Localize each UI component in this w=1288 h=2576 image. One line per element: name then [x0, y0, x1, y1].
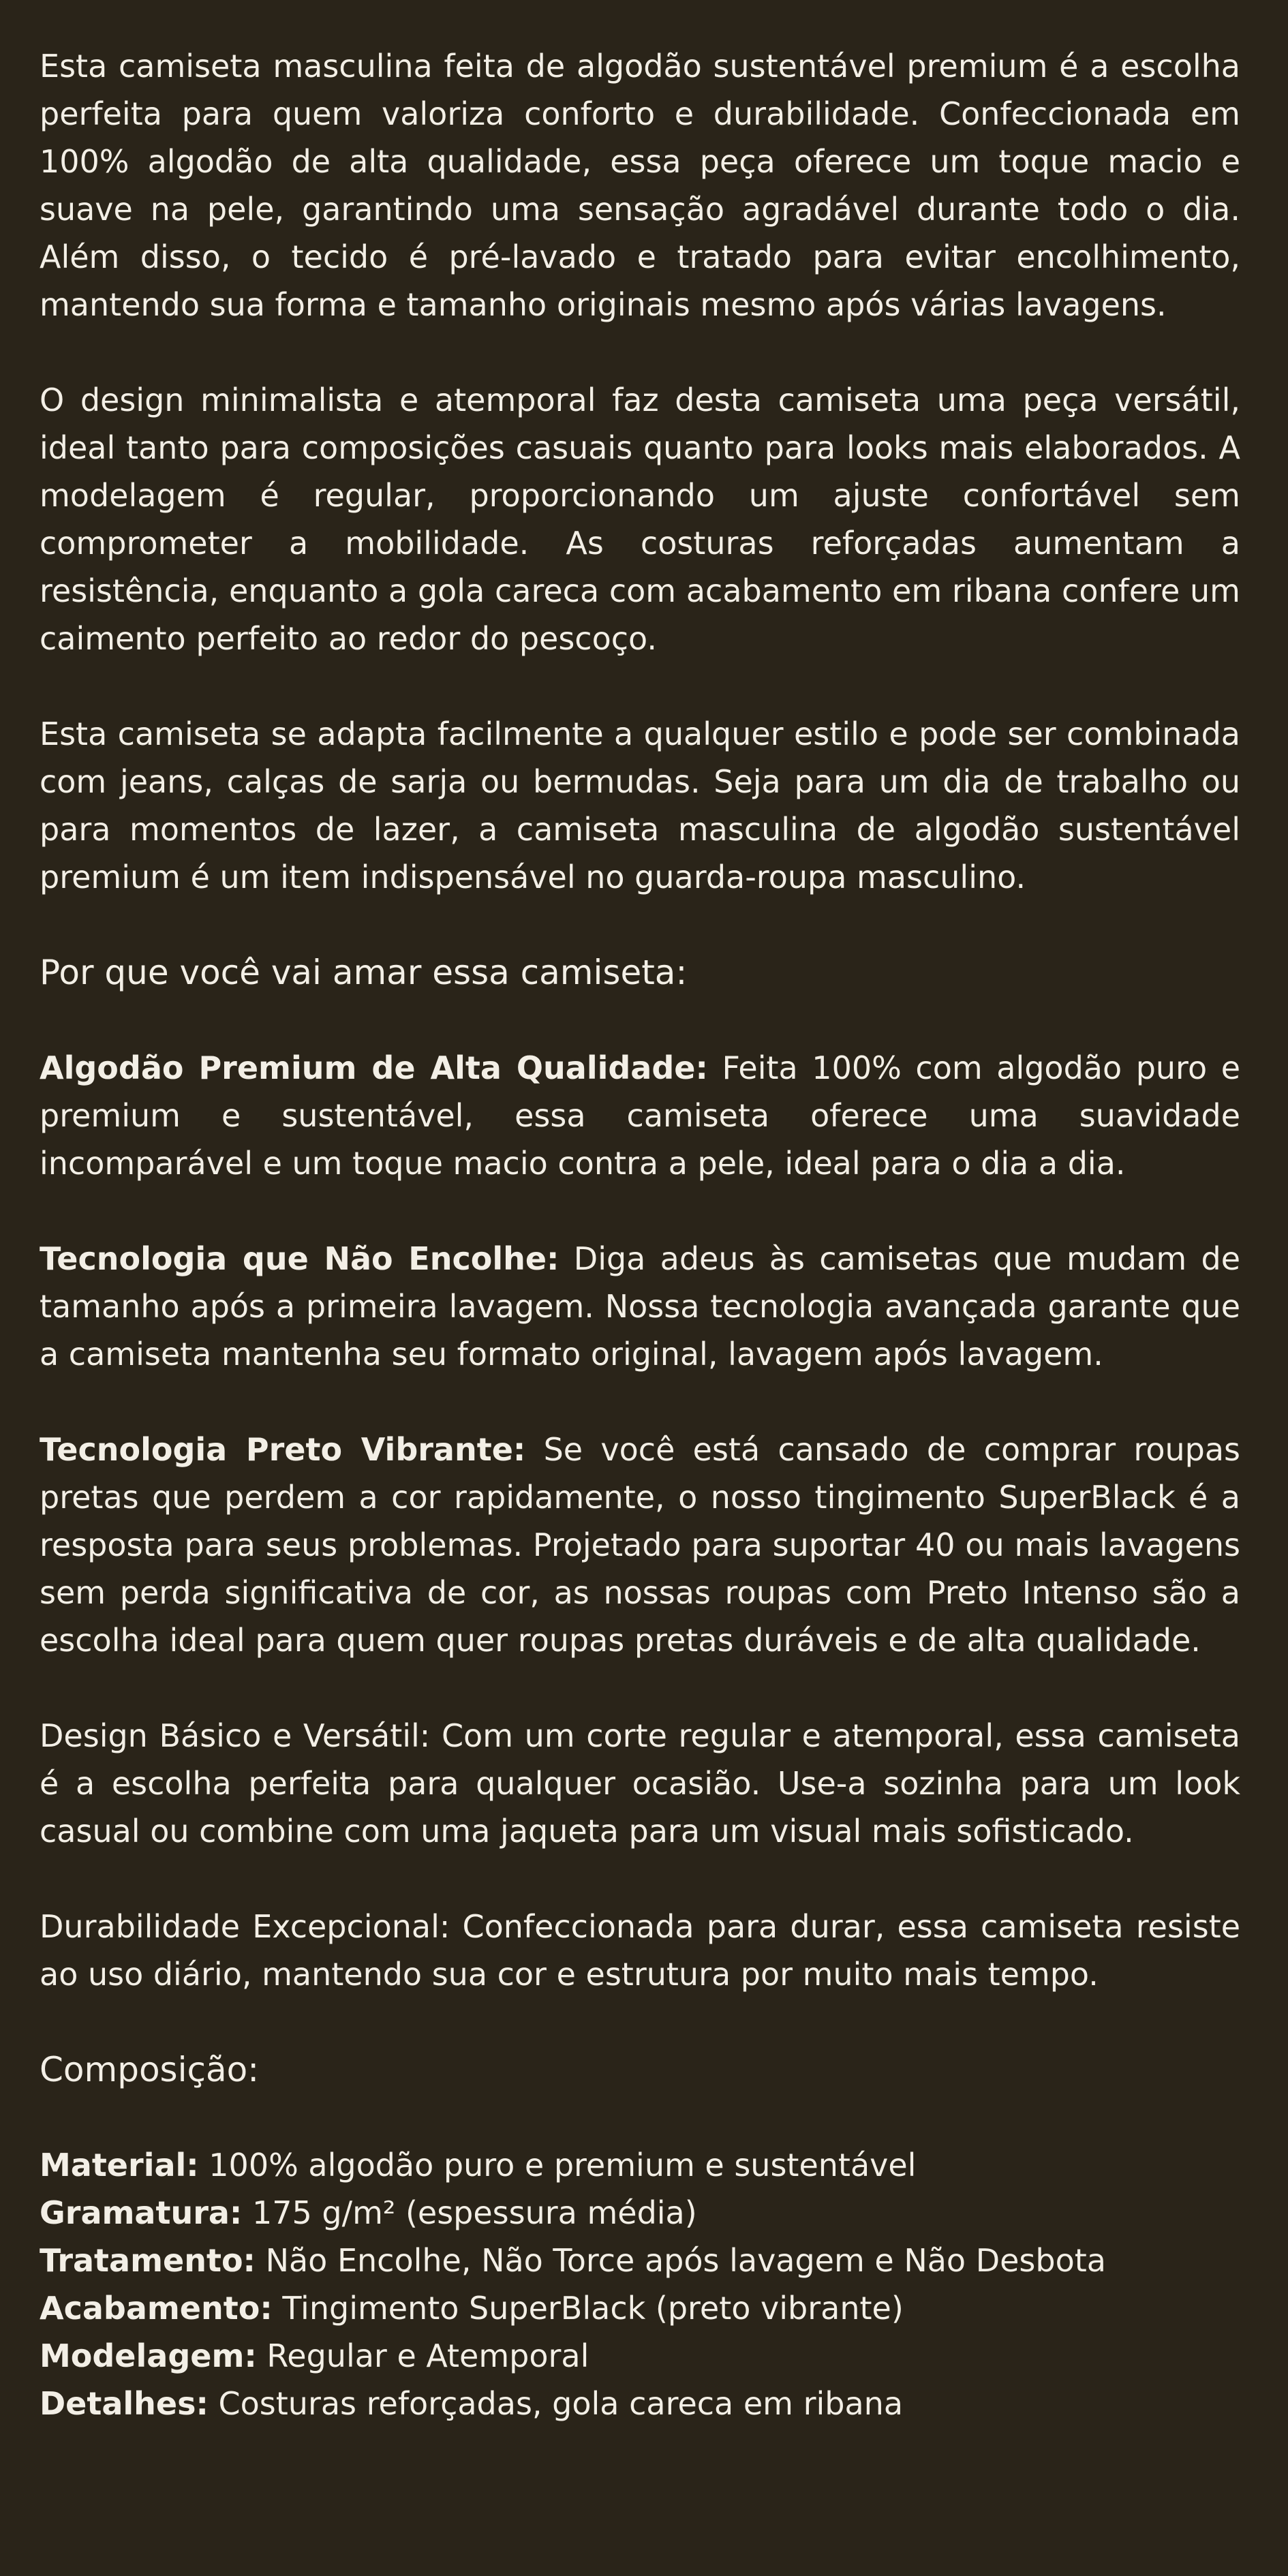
feature-label: Algodão Premium de Alta Qualidade: [40, 1049, 708, 1086]
spec-value: 175 g/m² (espessura média) [242, 2194, 697, 2231]
spec-label: Modelagem: [40, 2337, 257, 2374]
spec-line-detalhes [40, 2380, 1240, 2427]
spec-label: Detalhes: [40, 2385, 209, 2422]
spec-value: 100% algodão puro e premium e sustentável [198, 2147, 917, 2183]
spec-value: Regular e Atemporal [256, 2337, 589, 2374]
spec-label: Acabamento: [40, 2290, 273, 2327]
spec-line-material [40, 2141, 1240, 2189]
spec-value: Costuras reforçadas, gola careca em ribana [208, 2385, 904, 2422]
spec-label: Material: [40, 2147, 199, 2183]
why-love-heading: Por que você vai amar essa camiseta: [40, 953, 688, 992]
intro-paragraph-3: Esta camiseta se adapta facilmente a qualquer estilo e pode ser combinada com jeans, calças de sarja ou bermudas. Seja para um dia de trabalho ou para momentos de lazer, a camiseta masculina de algodão sustentável premium é um item indispensável no guarda-roupa masculino. [40, 716, 1240, 895]
composition-heading: Composição: [40, 2050, 260, 2089]
spec-line-modelagem [40, 2332, 1240, 2380]
spacer [40, 901, 1240, 949]
spacer [40, 1855, 1240, 1903]
durability-paragraph: Durabilidade Excepcional: Confeccionada para durar, essa camiseta resiste ao uso diário, mantendo sua cor e estrutura por muito mais tempo. [40, 1908, 1240, 1993]
spec-label: Tratamento: [40, 2242, 256, 2279]
feature-paragraph [40, 1426, 1240, 1664]
spacer [40, 662, 1240, 710]
feature-label: Tecnologia Preto Vibrante: [40, 1431, 526, 1468]
spec-label: Gramatura: [40, 2194, 243, 2231]
design-paragraph: Design Básico e Versátil: Com um corte regular e atemporal, essa camiseta é a escolha perfeita para qualquer ocasião. Use-a sozinha para um look casual ou combine com uma jaqueta para um visual mais sofisticado. [40, 1717, 1240, 1850]
intro-paragraph-2: O design minimalista e atemporal faz desta camiseta uma peça versátil, ideal tanto para composições casuais quanto para looks mais elaborados. A modelagem é regular, proporcionando um ajuste confortável sem comprometer a mobilidade. As costuras reforçadas aumentam a resistência, enquanto a gola careca com acabamento em ribana confere um caimento perfeito ao redor do pescoço. [40, 382, 1240, 657]
spec-line-gramatura [40, 2189, 1240, 2237]
product-description [40, 42, 1240, 2427]
spacer [40, 1378, 1240, 1426]
spec-line-tratamento [40, 2237, 1240, 2284]
spacer [40, 328, 1240, 376]
spec-line-acabamento [40, 2284, 1240, 2332]
feature-paragraph [40, 1044, 1240, 1187]
feature-label: Tecnologia que Não Encolhe: [40, 1240, 559, 1277]
spec-list [40, 2141, 1240, 2427]
spec-value: Não Encolhe, Não Torce após lavagem e Não Desbota [255, 2242, 1106, 2279]
feature-text: Se você está cansado de comprar roupas pretas que perdem a cor rapidamente, o nosso tingimento SuperBlack é a resposta para seus problemas. Projetado para suportar 40 ou mais lavagens sem perda significativa de cor, as nossas roupas com Preto Intenso são a escolha ideal para quem quer roupas pretas duráveis e de alta qualidade. [40, 1431, 1240, 1659]
feature-text: Feita 100% com algodão puro e premium e sustentável, essa camiseta oferece uma suavidade incomparável e um toque macio contra a pele, ideal para o dia a dia. [40, 1049, 1240, 1182]
spacer [40, 996, 1240, 1044]
feature-paragraph [40, 1235, 1240, 1378]
intro-paragraph-1: Esta camiseta masculina feita de algodão sustentável premium é a escolha perfeita para quem valoriza conforto e durabilidade. Confeccionada em 100% algodão de alta qualidade, essa peça oferece um toque macio e suave na pele, garantindo uma sensação agradável durante todo o dia. Além disso, o tecido é pré-lavado e tratado para evitar encolhimento, mantendo sua forma e tamanho originais mesmo após várias lavagens. [40, 48, 1240, 323]
spacer [40, 1187, 1240, 1235]
feature-text: Diga adeus às camisetas que mudam de tamanho após a primeira lavagem. Nossa tecnologia avançada garante que a camiseta mantenha seu formato original, lavagem após lavagem. [40, 1240, 1241, 1373]
spacer [40, 1998, 1240, 2046]
spacer [40, 2094, 1240, 2141]
spec-value: Tingimento SuperBlack (preto vibrante) [272, 2290, 904, 2327]
spacer [40, 1664, 1240, 1712]
